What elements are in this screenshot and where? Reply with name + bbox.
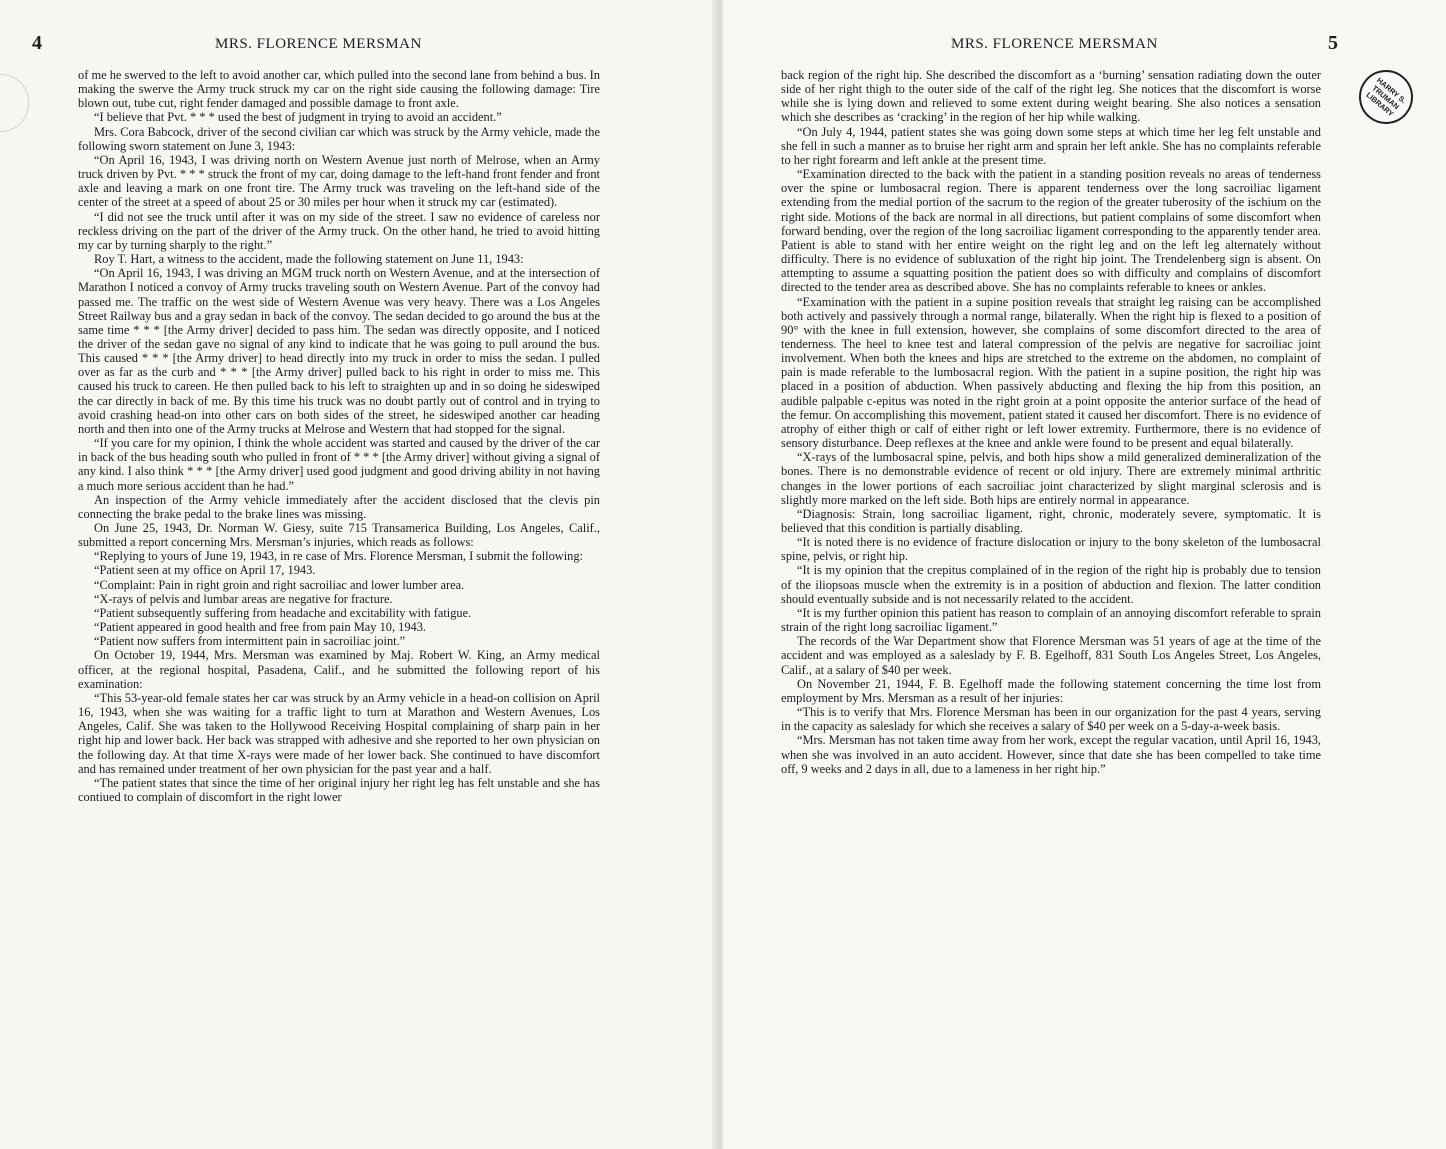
paragraph: “This is to verify that Mrs. Florence Mersman has been in our organization for the past 4 years, serving in the capacity as saleslady for which she receives a salary of $40 per week on a 5-day-a-week basis. <box>781 705 1321 734</box>
paragraph: “Patient subsequently suffering from headache and excitability with fatigue. <box>94 605 472 620</box>
paragraph: “Examination with the patient in a supine position reveals that straight leg raising can be accomplished both actively and passively through a normal range, bilaterally. When the right hip is flexed to a position of 90° with the knee in full extension, however, she complains of some discomfort directed to the area of tenderness. The heel to knee test and lateral compression of the pelvis are negative for sacroiliac joint involvement. When both the knees and hips are stretched to the extreme on the abdomen, no complaint of pain is made referable to the lumbosacral region. With the patient in a supine position, the right hip was placed in a position of abduction. When passively abducting and flexing the hip from this position, an audible palpable c-epitus was noted in the right groin at a point opposite the anterior surface of the head of the femur. On accomplishing this movement, patient stated it caused her discomfort. There is no evidence of atrophy of either thigh or calf of either right or left lower extremity. Furthermore, there is no evidence of sensory disturbance. Deep reflexes at the knee and ankle were found to be present and equal bilaterally. <box>781 294 1321 451</box>
page-body-right <box>781 68 1321 776</box>
page-number: 5 <box>1328 32 1339 54</box>
paragraph: “Mrs. Mersman has not taken time away from her work, except the regular vacation, until April 16, 1943, when she was involved in an auto accident. However, since that date she has been compelled to take time off, 9 weeks and 2 days in all, due to a lameness in her right hip.” <box>781 733 1321 776</box>
right-page <box>723 0 1446 1149</box>
faded-stamp <box>0 74 29 132</box>
paragraph: “This 53-year-old female states her car was struck by an Army vehicle in a head-on collision on April 16, 1943, when she was waiting for a traffic light to turn at Marathon and Western Avenues, Los Angeles, Calif. She was taken to the Hollywood Receiving Hospital complaining of sharp pain in her right hip and lower back. Her back was strapped with adhesive and she reported to her own physician on the following day. At that time X-rays were made of her lower back. She continued to have discomfort and has remained under treatment of her own physician for the past year and a half. <box>78 690 600 776</box>
paragraph: “On April 16, 1943, I was driving north on Western Avenue just north of Melrose, when an Army truck driven by Pvt. * * * struck the front of my car, doing damage to the left-hand front fender and front axle and leaving a mark on one front tire. The Army truck was traveling on the left-hand side of the center of the street at a speed of about 25 or 30 miles per hour when it struck my car (estimated). <box>78 152 600 210</box>
stamp-text: HARRY S. TRUMAN LIBRARY <box>1364 75 1409 118</box>
paragraph: “Diagnosis: Strain, long sacroiliac ligament, right, chronic, moderately severe, symptomatic. It is believed that this condition is partially disabling. <box>781 506 1321 535</box>
paragraph: “Patient seen at my office on April 17, 1943. <box>94 563 316 578</box>
paragraph: “If you care for my opinion, I think the whole accident was started and caused by the driver of the car in back of the bus heading south who pulled in front of * * * [the Army driver] without giving a signal of any kind. I also think * * * [the Army driver] used good judgment and good driving ability in not having a much more serious accident than he had.” <box>78 436 600 493</box>
page-body-left <box>78 68 600 804</box>
paragraph: Roy T. Hart, a witness to the accident, made the following statement on June 11, 1943: <box>94 252 524 267</box>
paragraph: “Replying to yours of June 19, 1943, in re case of Mrs. Florence Mersman, I submit the following: <box>94 549 584 564</box>
running-head: MRS. FLORENCE MERSMAN <box>951 36 1158 52</box>
paragraph: of me he swerved to the left to avoid another car, which pulled into the second lane from behind a bus. In making the swerve the Army truck struck my car on the right side causing the following damage: Tire blown out, tube cut, right fender damaged and possible damage to front axle. <box>78 68 600 111</box>
paragraph: “X-rays of pelvis and lumbar areas are negative for fracture. <box>94 591 393 606</box>
paragraph: “I believe that Pvt. * * * used the best of judgment in trying to avoid an accident.” <box>94 110 502 125</box>
paragraph: “Complaint: Pain in right groin and right sacroiliac and lower lumber area. <box>94 577 465 592</box>
paragraph: “I did not see the truck until after it was on my side of the street. I saw no evidence of careless nor reckless driving on the part of the driver of the Army truck. On the other hand, he tried to avoid hitting my car by turning sharply to the right.” <box>78 209 600 252</box>
paragraph: An inspection of the Army vehicle immediately after the accident disclosed that the clevis pin connecting the brake pedal to the brake lines was missing. <box>78 492 600 521</box>
running-head: MRS. FLORENCE MERSMAN <box>215 36 422 52</box>
paragraph: “On April 16, 1943, I was driving an MGM truck north on Western Avenue, and at the intersection of Marathon I noticed a convoy of Army trucks traveling south on Western Avenue. Part of the convoy had passed me. The traffic on the west side of Western Avenue was very heavy. There was a Los Angeles Street Railway bus and a gray sedan in back of the convoy. The sedan decided to go around the bus at the same time * * * [the Army driver] decided to pass him. The sedan was directly opposite, and I noticed the driver of the sedan gave no signal of any kind to indicate that he was going to pull around the bus. This caused * * * [the Army driver] to head directly into my truck in order to miss the sedan. I pulled over as far as the curb and * * * [the Army driver] pulled back to his right in order to miss me. This caused his truck to careen. He then pulled back to his left to straighten up and in so doing he sideswiped the car directly in back of me. By this time his truck was no doubt partly out of control and in trying to avoid crashing head-on into other cars on both sides of the street, he sideswiped another car heading north and then into one of the Army trucks at Melrose and Western that had stopped for the signal. <box>78 266 600 436</box>
paragraph: “Patient appeared in good health and free from pain May 10, 1943. <box>94 620 427 635</box>
paragraph: “X-rays of the lumbosacral spine, pelvis, and both hips show a mild generalized demineralization of the bones. There is no demonstrable evidence of recent or old injury. There are extremely minimal arthritic changes in the lower portions of each sacroiliac joint characterized by slight marginal sclerosis and is slightly more marked on the left side. Both hips are entirely normal in appearance. <box>781 450 1321 507</box>
paragraph: The records of the War Department show that Florence Mersman was 51 years of age at the time of the accident and was employed as a saleslady by F. B. Egelhoff, 831 South Los Angeles Street, Los Angeles, Calif., at a salary of $40 per week. <box>781 634 1321 677</box>
left-page <box>0 0 715 1149</box>
paragraph: “It is my further opinion this patient has reason to complain of an annoying discomfort referable to sprain strain of the right long sacroiliac ligament.” <box>781 605 1321 635</box>
paragraph: back region of the right hip. She described the discomfort as a ‘burning’ sensation radiating down the outer side of her right thigh to the outer side of the calf of the right leg. She notices that the discomfort is worse while she is lying down and relieved to some extent during weight bearing. She also notices a sensation which she describes as ‘cracking’ in the region of her hip while walking. <box>781 68 1321 125</box>
paragraph: “Examination directed to the back with the patient in a standing position reveals no areas of tenderness over the spine or lumbosacral region. There is apparent tenderness over the long sacroiliac ligament extending from the medial portion of the sacrum to the region of the greater tuberosity of the ischium on the right side. Motions of the back are normal in all directions, but patient complains of some discomfort when forward bending, over the region of the long sacroiliac ligament corresponding to the apparently tender area. Patient is able to stand with her entire weight on the right leg and on the left leg alternately without difficulty. There is no evidence of subluxation of the right hip joint. The Trendelenberg sign is absent. On attempting to assume a squatting position the patient does so with difficulty and complains of discomfort directed to the tender area as described above. She has no complaints referable to knees or ankles. <box>781 167 1321 295</box>
paragraph: On June 25, 1943, Dr. Norman W. Giesy, suite 715 Transamerica Building, Los Angeles, Calif., submitted a report concerning Mrs. Mersman’s injuries, which reads as follows: <box>78 521 600 550</box>
paragraph: Mrs. Cora Babcock, driver of the second civilian car which was struck by the Army vehicle, made the following sworn statement on June 3, 1943: <box>78 124 600 153</box>
paragraph: “It is my opinion that the crepitus complained of in the region of the right hip is probably due to tension of the iliopsoas muscle when the extremity is in a position of abduction and flexion. The latter condition should eventually subside and is not necessarily related to the accident. <box>781 563 1321 606</box>
paragraph: “It is noted there is no evidence of fracture dislocation or injury to the bony skeleton of the lumbosacral spine, pelvis, or right hip. <box>781 535 1321 564</box>
paragraph: “Patient now suffers from intermittent pain in sacroiliac joint.” <box>94 634 406 649</box>
paragraph: On November 21, 1944, F. B. Egelhoff made the following statement concerning the time lost from employment by Mrs. Mersman as a result of her injuries: <box>781 676 1321 705</box>
page-number: 4 <box>32 32 43 54</box>
paragraph: “On July 4, 1944, patient states she was going down some steps at which time her leg felt unstable and she fell in such a manner as to bruise her right arm and sprain her left ankle. She has no complaints referable to her right forearm and left ankle at the present time. <box>781 124 1321 167</box>
paragraph: “The patient states that since the time of her original injury her right leg has felt unstable and she has contiued to complain of discomfort in the right lower <box>78 775 600 804</box>
paragraph: On October 19, 1944, Mrs. Mersman was examined by Maj. Robert W. King, an Army medical officer, at the regional hospital, Pasadena, Calif., and he submitted the following report of his examination: <box>78 648 600 691</box>
library-stamp <box>1348 59 1424 135</box>
